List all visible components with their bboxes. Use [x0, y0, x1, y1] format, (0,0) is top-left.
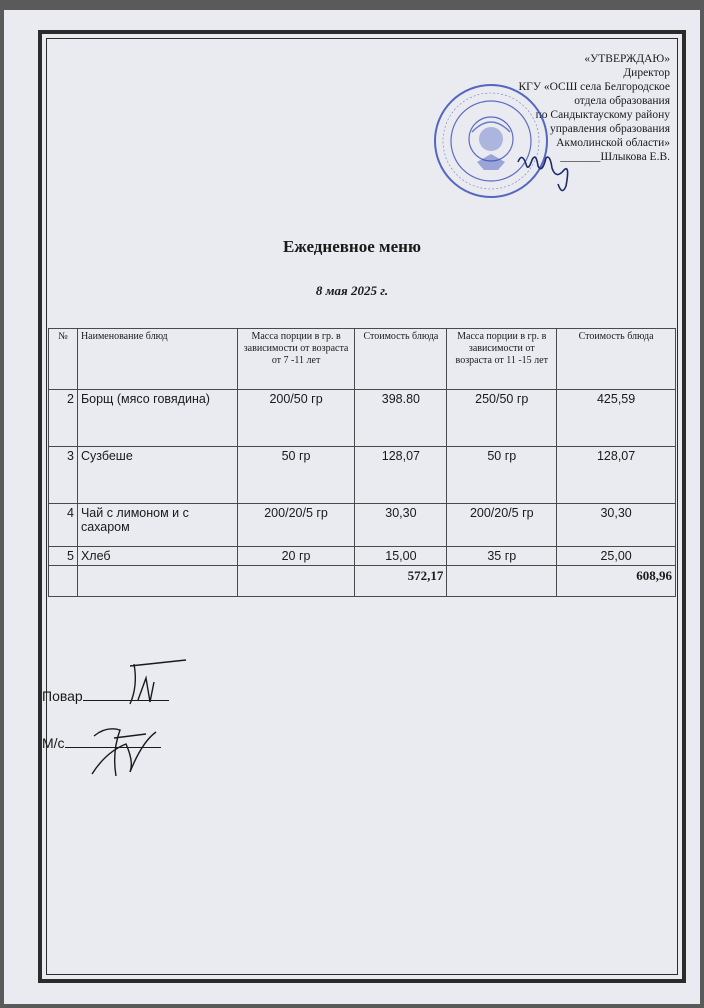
empty-cell [49, 566, 78, 597]
portion-mass-11-15: 50 гр [447, 447, 557, 504]
empty-cell [237, 566, 355, 597]
row-number: 3 [49, 447, 78, 504]
table-row [49, 390, 676, 447]
cost-11-15: 425,59 [557, 390, 676, 447]
table-row [49, 504, 676, 547]
portion-mass-11-15: 250/50 гр [447, 390, 557, 447]
cook-label: Повар [42, 688, 83, 704]
column-header: Наименование блюд [77, 329, 237, 390]
table-row [49, 547, 676, 566]
cost-7-11: 398.80 [355, 390, 447, 447]
portion-mass-7-11: 200/20/5 гр [237, 504, 355, 547]
cost-7-11: 128,07 [355, 447, 447, 504]
cook-signature-icon [116, 656, 192, 708]
nurse-signature-icon [86, 722, 166, 782]
approval-line: КГУ «ОСШ села Белгородское [518, 81, 670, 93]
row-number: 5 [49, 547, 78, 566]
row-number: 4 [49, 504, 78, 547]
menu-date: 8 мая 2025 г. [315, 283, 389, 298]
approval-line: Акмолинской области» [556, 137, 670, 149]
empty-cell [77, 566, 237, 597]
dish-name: Сузбеше [77, 447, 237, 504]
table-row [49, 447, 676, 504]
dish-name: Борщ (мясо говядина) [77, 390, 237, 447]
portion-mass-7-11: 20 гр [237, 547, 355, 566]
dish-name: Чай с лимоном и с сахаром [77, 504, 237, 547]
portion-mass-11-15: 35 гр [447, 547, 557, 566]
column-header: Стоимость блюда [355, 329, 447, 390]
approval-line: _______Шлыкова Е.В. [560, 151, 670, 163]
column-header: Стоимость блюда [557, 329, 676, 390]
cost-7-11: 30,30 [355, 504, 447, 547]
approval-line: по Сандыктаускому району [535, 109, 670, 121]
approval-line: управления образования [549, 123, 670, 135]
column-header: № [49, 329, 78, 390]
approval-line: Директор [623, 67, 670, 79]
table-header-row [49, 329, 676, 390]
cost-7-11: 15,00 [355, 547, 447, 566]
director-signature-icon [512, 150, 582, 198]
total-cost-7-11: 572,17 [355, 566, 447, 597]
portion-mass-7-11: 50 гр [237, 447, 355, 504]
row-number: 2 [49, 390, 78, 447]
empty-cell [447, 566, 557, 597]
page-title: Ежедневное меню [283, 237, 421, 256]
portion-mass-7-11: 200/50 гр [237, 390, 355, 447]
cost-11-15: 30,30 [557, 504, 676, 547]
cost-11-15: 128,07 [557, 447, 676, 504]
approval-line: отдела образования [574, 95, 670, 107]
cost-11-15: 25,00 [557, 547, 676, 566]
total-cost-11-15: 608,96 [557, 566, 676, 597]
nurse-label: М/с [42, 735, 65, 751]
column-header: Масса порции в гр. в зависимости от возраста от 7 -11 лет [237, 329, 355, 390]
portion-mass-11-15: 200/20/5 гр [447, 504, 557, 547]
dish-name: Хлеб [77, 547, 237, 566]
column-header: Масса порции в гр. в зависимости от возраста от 11 -15 лет [447, 329, 557, 390]
approval-line: «УТВЕРЖДАЮ» [584, 53, 670, 65]
total-row [49, 566, 676, 597]
menu-table [48, 328, 676, 597]
